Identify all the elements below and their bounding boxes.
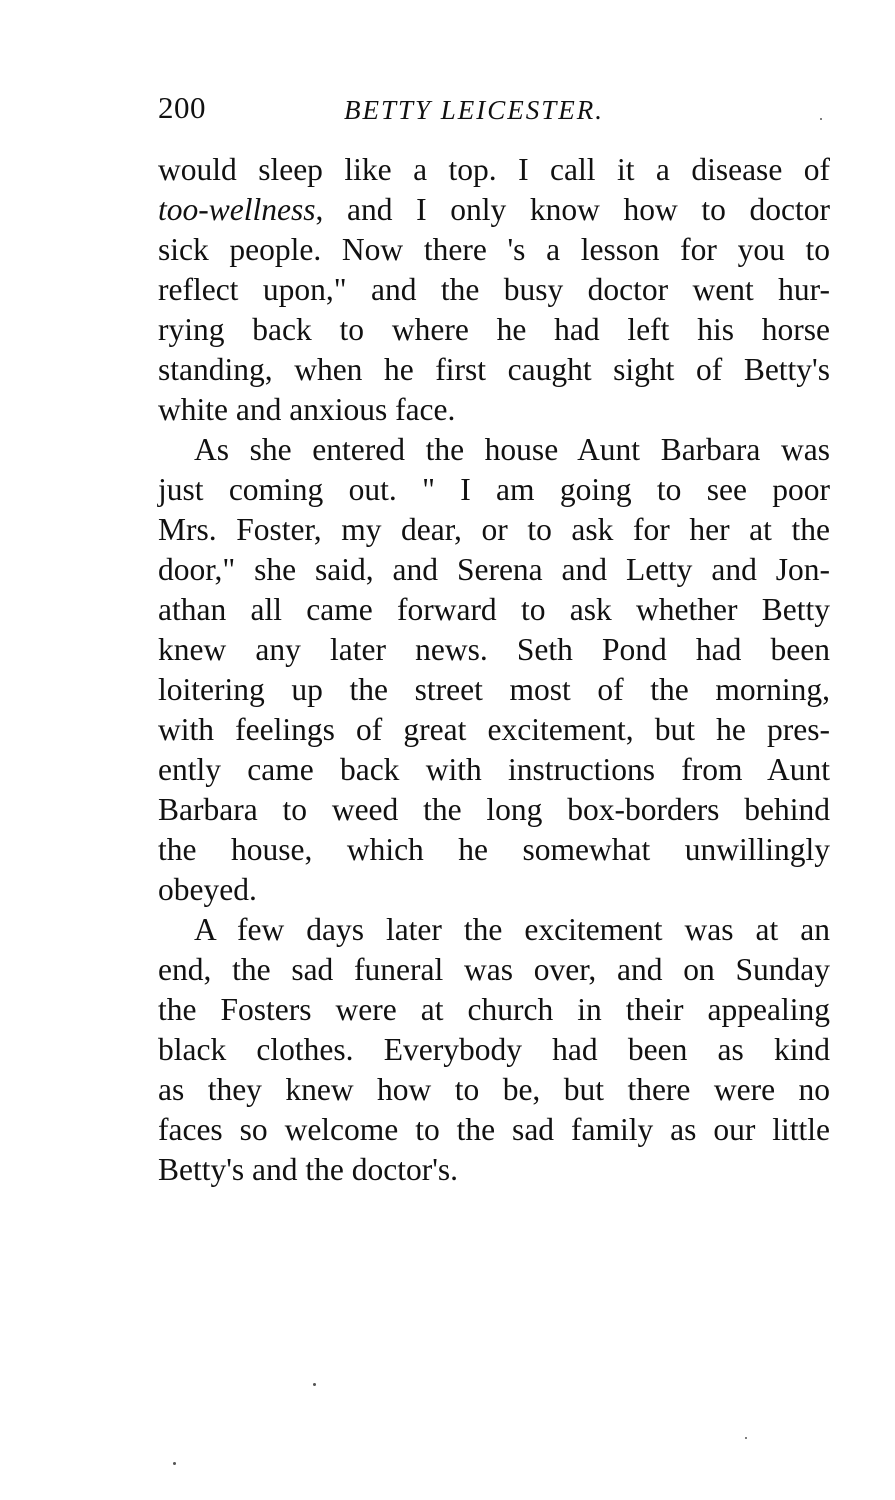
text-line: As she entered the house Aunt Barbara was <box>194 432 830 467</box>
text-line: the Fosters were at church in their appealing <box>158 992 830 1027</box>
text-line: white and anxious face. <box>158 392 456 427</box>
text-line: A few days later the excitement was at an <box>194 912 830 947</box>
page-number: 200 <box>158 90 206 125</box>
italic-word: too-wellness <box>158 192 316 227</box>
text-line: sick people. Now there 's a lesson for you to <box>158 232 830 267</box>
text-line: reflect upon," and the busy doctor went hur- <box>158 272 830 307</box>
text-line: with feelings of great excitement, but he pres- <box>158 712 830 747</box>
text-line: door," she said, and Serena and Letty and Jon- <box>158 552 830 587</box>
text-line: standing, when he first caught sight of Betty's <box>158 352 830 387</box>
text-line: would sleep like a top. I call it a disease of <box>158 152 830 187</box>
text-line: Betty's and the doctor's. <box>158 1152 459 1187</box>
scan-speck <box>313 1383 316 1386</box>
paragraph <box>158 430 830 910</box>
paragraph <box>158 910 830 1190</box>
running-title: BETTY LEICESTER. <box>344 95 605 125</box>
text-line: obeyed. <box>158 872 257 907</box>
running-head <box>158 88 828 132</box>
text-line: ently came back with instructions from Aunt <box>158 752 830 787</box>
scan-speck <box>173 1462 176 1465</box>
text-line: just coming out. " I am going to see poor <box>158 472 830 507</box>
text-line: loitering up the street most of the morning, <box>158 672 830 707</box>
text-line: athan all came forward to ask whether Betty <box>158 592 830 627</box>
text-line: faces so welcome to the sad family as our little <box>158 1112 830 1147</box>
text-line: knew any later news. Seth Pond had been <box>158 632 830 667</box>
text-line: as they knew how to be, but there were no <box>158 1072 830 1107</box>
paragraph <box>158 150 830 430</box>
body-text <box>158 150 830 1190</box>
scan-speck <box>820 118 822 120</box>
text-line: Barbara to weed the long box-borders behind <box>158 792 830 827</box>
text-line: Mrs. Foster, my dear, or to ask for her at the <box>158 512 830 547</box>
text-line: black clothes. Everybody had been as kind <box>158 1032 830 1067</box>
text-line: rying back to where he had left his horse <box>158 312 830 347</box>
text-line: the house, which he somewhat unwillingly <box>158 832 830 867</box>
text-line: too-wellness, and I only know how to doctor <box>158 192 830 227</box>
scan-speck <box>745 1437 747 1439</box>
text-line: end, the sad funeral was over, and on Sunday <box>158 952 830 987</box>
